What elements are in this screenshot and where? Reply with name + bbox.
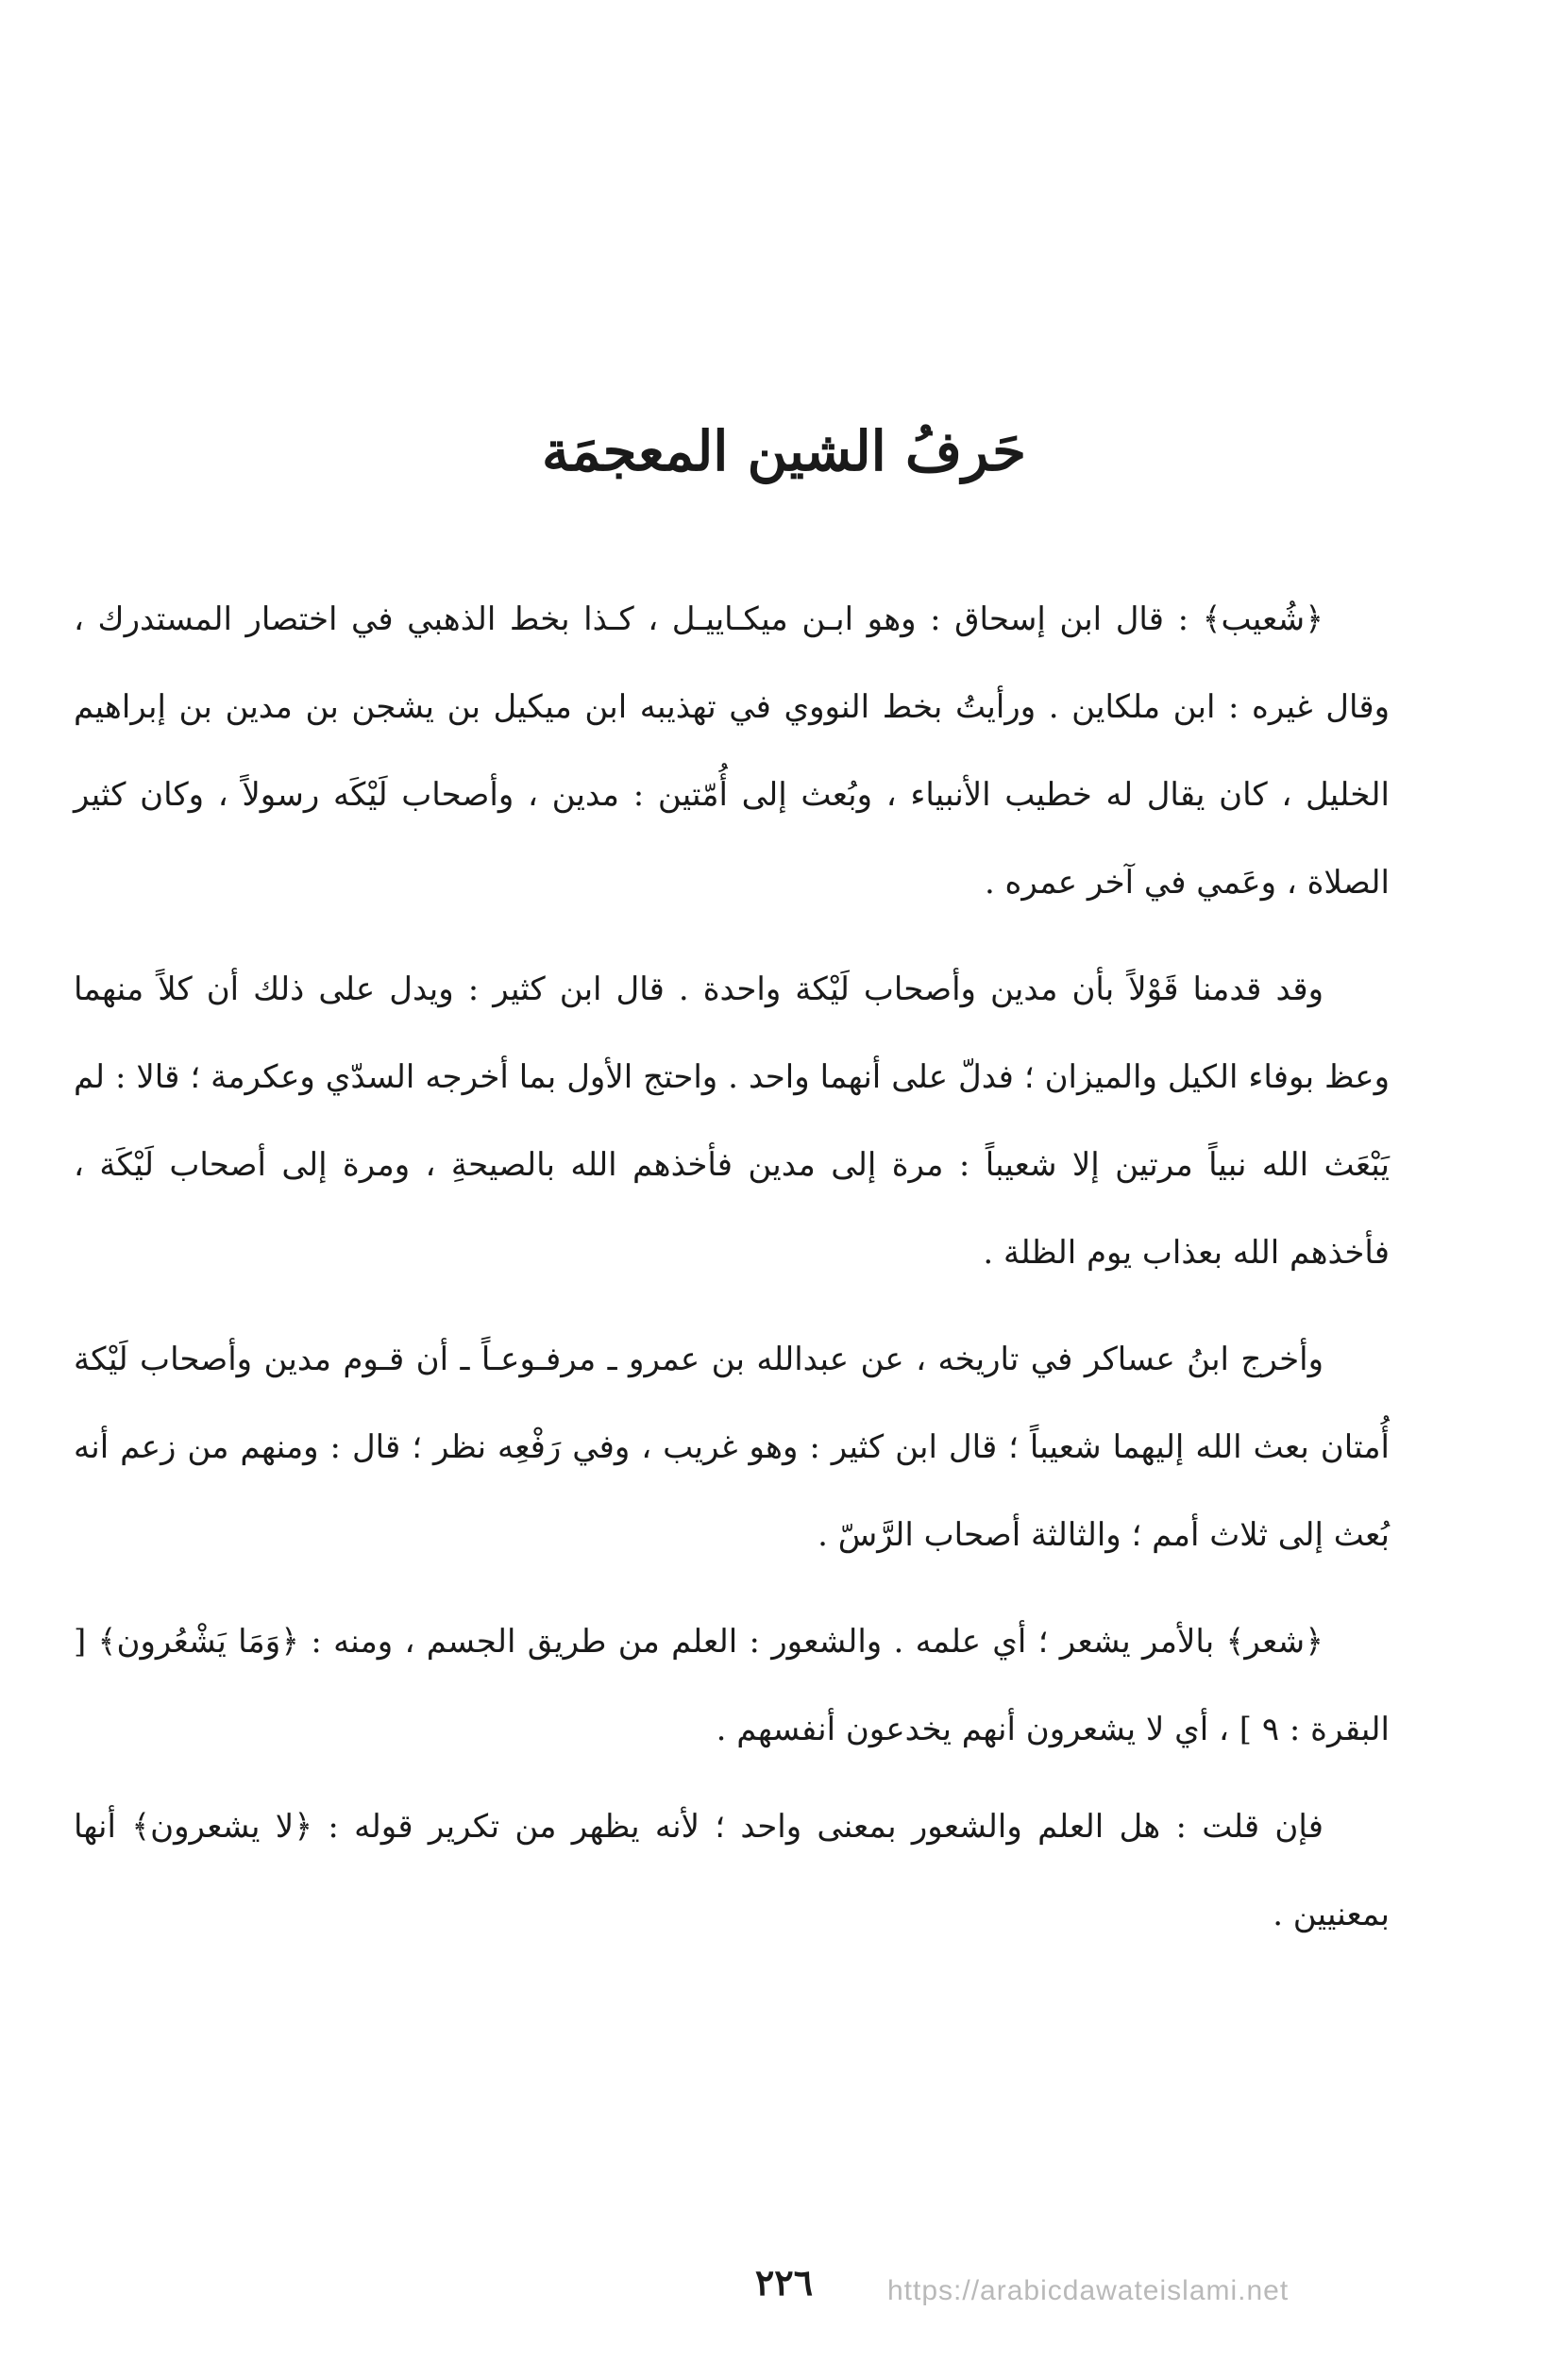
chapter-heading: حَرفُ الشين المعجمَة xyxy=(542,418,1026,483)
paragraph-shaara: ﴿شعر﴾ بالأمر يشعر ؛ أي علمه . والشعور : العلم من طريق الجسم ، ومنه : ﴿وَمَا يَشْعُرون﴾ [ البقرة : ٩ ] ، أي لا يشعرون أنهم يخدعون أنفسهم . xyxy=(74,1623,1390,1748)
paragraph-madyan-aykah: وقد قدمنا قَوْلاً بأن مدين وأصحاب لَيْكة واحدة . قال ابن كثير : ويدل على ذلك أن كلاً منهما وعظ بوفاء الكيل والميزان ؛ فدلّ على أنهما واحد . واحتج الأول بما أخرجه السدّي وعكرمة ؛ قالا : لم يَبْعَث الله نبياً مرتين إلا شعيباً : مرة إلى مدين فأخذهم الله بالصيحةِ ، ومرة إلى أصحاب لَيْكَة ، فأخذهم الله بعذاب يوم الظلة . xyxy=(74,970,1390,1272)
paragraph-shuayb: ﴿شُعيب﴾ : قال ابن إسحاق : وهو ابـن ميكـاييـل ، كـذا بخط الذهبي في اختصار المستدرك ، وقال غيره : ابن ملكاين . ورأيتُ بخط النووي في تهذيبه ابن ميكيل بن يشجن بن مدين بن إبراهيم الخليل ، كان يقال له خطيب الأنبياء ، وبُعث إلى أُمّتين : مدين ، وأصحاب لَيْكَه رسولاً ، وكان كثير الصلاة ، وعَمي في آخر عمره . xyxy=(74,600,1390,902)
paragraph-question: فإن قلت : هل العلم والشعور بمعنى واحد ؛ لأنه يظهر من تكرير قوله : ﴿لا يشعرون﴾ أنها بمعنيين . xyxy=(74,1808,1390,1933)
paragraph-ibn-asakir: وأخرج ابنُ عساكر في تاريخه ، عن عبدالله بن عمرو ـ مرفـوعـاً ـ أن قـوم مدين وأصحاب لَيْكة أُمتان بعث الله إليهما شعيباً ؛ قال ابن كثير : وهو غريب ، وفي رَفْعِه نظر ؛ قال : ومنهم من زعم أنه بُعث إلى ثلاث أمم ؛ والثالثة أصحاب الرَّسّ . xyxy=(74,1341,1390,1554)
page-number: ٢٢٦ xyxy=(754,2261,814,2303)
body-text xyxy=(74,576,1390,1978)
watermark-url: https://arabicdawateislami.net xyxy=(887,2275,1290,2306)
